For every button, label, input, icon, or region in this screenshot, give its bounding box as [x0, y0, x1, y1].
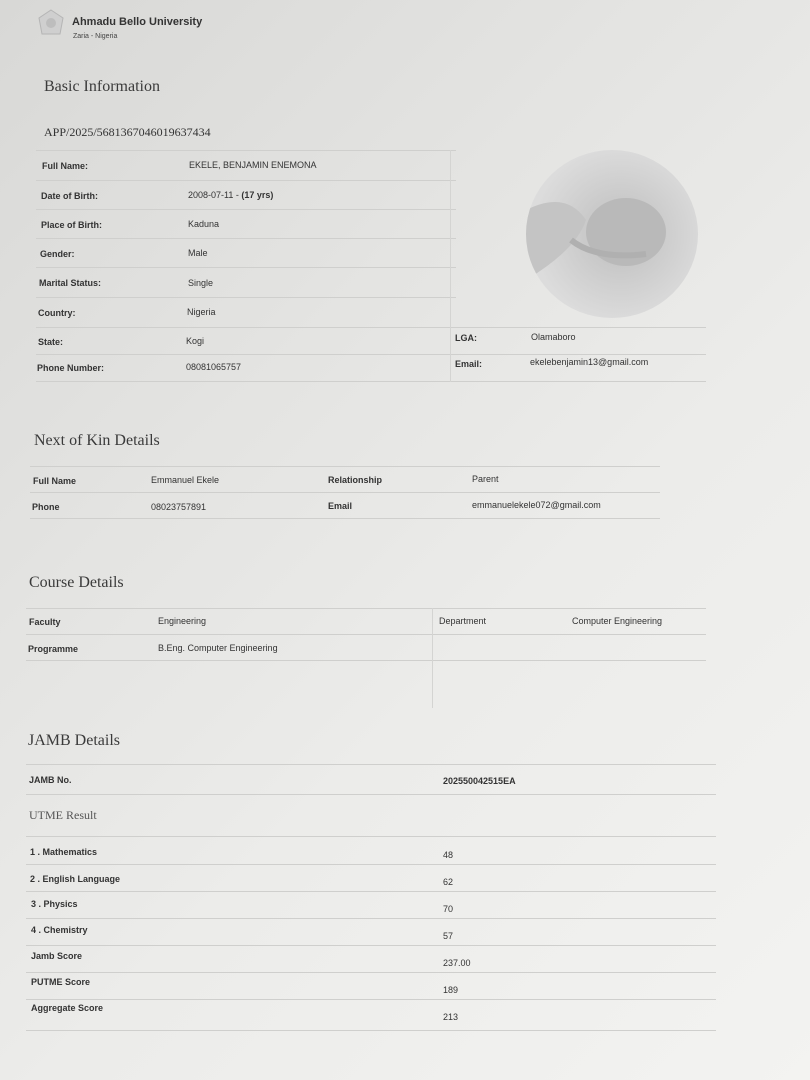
utme-subject-score: 70	[443, 904, 454, 914]
kin-relationship-label: Relationship	[328, 475, 383, 485]
utme-subject-label: 3 . Physics	[31, 899, 78, 909]
course-title: Course Details	[29, 574, 124, 591]
dob-date: 2008-07-11 -	[188, 190, 239, 200]
marital-status-value: Single	[188, 278, 214, 288]
utme-subject-score: 48	[443, 850, 454, 860]
kin-relationship-value: Parent	[472, 474, 499, 484]
gender-value: Male	[188, 248, 208, 258]
university-name: Ahmadu Bello University	[72, 16, 203, 28]
programme-value: B.Eng. Computer Engineering	[158, 643, 278, 653]
dob-value	[188, 190, 273, 200]
faculty-label: Faculty	[29, 617, 61, 627]
kin-name-value: Emmanuel Ekele	[151, 475, 220, 485]
putme-score-value: 189	[443, 985, 459, 995]
kin-phone-label: Phone	[32, 502, 60, 512]
jamb-no-value: 202550042515EA	[443, 776, 516, 786]
full-name-value: EKELE, BENJAMIN ENEMONA	[189, 160, 317, 170]
putme-score-label: PUTME Score	[31, 977, 91, 987]
jamb-title: JAMB Details	[28, 732, 120, 749]
lga-label: LGA:	[455, 333, 477, 343]
full-name-label: Full Name:	[42, 161, 89, 171]
age: (17 yrs)	[241, 190, 274, 200]
application-id: APP/2025/5681367046019637434	[44, 125, 211, 139]
jamb-score-label: Jamb Score	[31, 951, 83, 961]
department-label: Department	[439, 616, 487, 626]
department-value: Computer Engineering	[572, 616, 663, 626]
marital-status-label: Marital Status:	[39, 278, 102, 288]
kin-email-label: Email	[328, 501, 353, 511]
university-location: Zaria - Nigeria	[73, 33, 118, 40]
university-logo	[36, 8, 66, 38]
gender-label: Gender:	[40, 249, 75, 259]
email-label: Email:	[455, 359, 483, 369]
kin-phone-value: 08023757891	[151, 502, 207, 512]
jamb-score-value: 237.00	[443, 958, 471, 968]
faculty-value: Engineering	[158, 616, 207, 626]
lga-value: Olamaboro	[531, 332, 576, 342]
aggregate-score-label: Aggregate Score	[31, 1003, 104, 1013]
kin-title: Next of Kin Details	[34, 432, 160, 449]
utme-subject-label: 1 . Mathematics	[30, 847, 98, 857]
country-label: Country:	[38, 308, 76, 318]
pob-value: Kaduna	[188, 219, 220, 229]
utme-subject-score: 62	[443, 877, 454, 887]
kin-email-value: emmanuelekele072@gmail.com	[472, 500, 601, 510]
state-value: Kogi	[186, 336, 205, 346]
utme-subject-score: 57	[443, 931, 454, 941]
utme-subject-label: 4 . Chemistry	[31, 925, 88, 935]
aggregate-score-value: 213	[443, 1012, 459, 1022]
email-value: ekelebenjamin13@gmail.com	[530, 357, 649, 367]
phone-value: 08081065757	[186, 362, 242, 372]
country-value: Nigeria	[187, 307, 216, 317]
passport-photo	[526, 150, 698, 318]
dob-label: Date of Birth:	[41, 191, 98, 201]
jamb-no-label: JAMB No.	[29, 775, 72, 785]
programme-label: Programme	[28, 644, 79, 654]
utme-subject-label: 2 . English Language	[30, 874, 121, 884]
utme-result-title: UTME Result	[29, 808, 97, 822]
basic-info-title: Basic Information	[44, 78, 160, 95]
kin-name-label: Full Name	[33, 476, 77, 486]
pob-label: Place of Birth:	[41, 220, 103, 230]
state-label: State:	[38, 337, 64, 347]
phone-label: Phone Number:	[37, 363, 105, 373]
